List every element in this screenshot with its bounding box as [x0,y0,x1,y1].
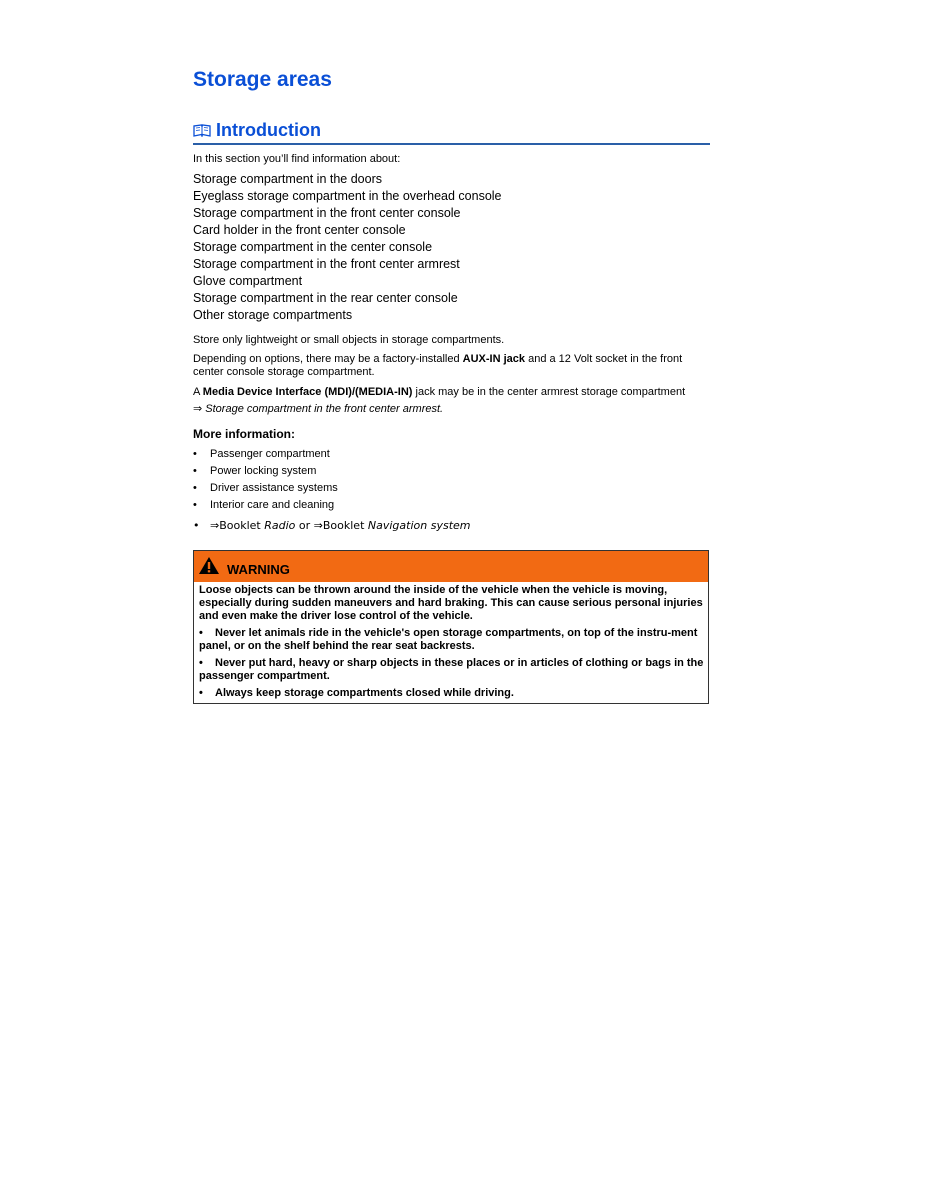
bullet: • [193,499,197,511]
more-info-item[interactable]: • Power locking system [193,463,470,480]
more-info-item[interactable]: • Interior care and cleaning [193,497,470,514]
warning-body [199,584,705,704]
warning-point: • Never put hard, heavy or sharp objects in these places or in articles of clothing or bags in the passenger compartment. [199,657,704,682]
topic-item[interactable]: Other storage compartments [193,308,353,322]
topic-item[interactable]: Storage compartment in the rear center console [193,291,458,305]
navigation-booklet-link[interactable]: Booklet Navigation system [322,519,471,532]
more-info-item[interactable]: • Passenger compartment [193,446,470,463]
topic-item[interactable]: Storage compartment in the doors [193,172,382,186]
bullet: • [199,687,203,699]
bullet: • [193,482,197,494]
booklet-references: • ⇒Booklet Radio or ⇒Booklet Navigation system [193,519,471,532]
more-info-item[interactable]: • Driver assistance systems [193,480,470,497]
warning-point: • Never let animals ride in the vehicle's open storage compartments, on top of the instru-ment panel, or on the shelf behind the rear seat backrests. [199,627,698,652]
topic-list [193,171,502,324]
topic-item[interactable]: Eyeglass storage compartment in the overhead console [193,189,502,203]
bullet: • [199,627,203,639]
topic-item[interactable]: Storage compartment in the front center armrest [193,257,460,271]
arrow-icon: ⇒ [313,519,323,532]
topic-item[interactable]: Storage compartment in the front center console [193,206,461,220]
warning-triangle-icon [198,556,220,575]
topic-item[interactable]: Card holder in the front center console [193,223,406,237]
mdi-paragraph: A Media Device Interface (MDI)/(MEDIA-IN) jack may be in the center armrest storage compartment ⇒ Storage compartment in the front center armrest. [193,386,686,415]
bullet: • [199,657,203,669]
warning-header [194,551,708,582]
warning-point: • Always keep storage compartments closed while driving. [199,687,514,699]
armrest-crossref-link[interactable]: Storage compartment in the front center armrest. [205,403,444,415]
arrow-icon: ⇒ [193,403,203,415]
aux-in-term: AUX-IN jack [462,353,526,365]
book-icon [193,124,211,137]
more-info-list [193,446,470,534]
page-title: Storage areas [193,68,332,91]
section-title: Introduction [216,120,321,140]
more-info-heading: More information: [193,427,295,441]
warning-label: WARNING [227,562,290,577]
warning-box [193,550,709,704]
lead-text: In this section you’ll find information about: [193,153,401,165]
bullet: • [193,448,197,460]
arrow-icon: ⇒ [210,519,220,532]
section-heading [193,118,710,145]
topic-item[interactable]: Glove compartment [193,274,303,288]
mdi-term: Media Device Interface (MDI)/(MEDIA-IN) [202,386,413,398]
bullet: • [193,465,197,477]
aux-in-paragraph: Depending on options, there may be a factory-installed AUX-IN jack and a 12 Volt socket in the front center console storage compartment. [193,353,683,378]
warning-intro: Loose objects can be thrown around the inside of the vehicle when the vehicle is moving, especially during sudden maneuvers and hard braking. This can cause serious personal injuries and even make the driver lose control of the vehicle. [199,584,703,622]
bullet: • [193,519,200,532]
radio-booklet-link[interactable]: Booklet Radio [219,519,296,532]
storage-note: Store only lightweight or small objects in storage compartments. [193,334,505,346]
topic-item[interactable]: Storage compartment in the center console [193,240,433,254]
